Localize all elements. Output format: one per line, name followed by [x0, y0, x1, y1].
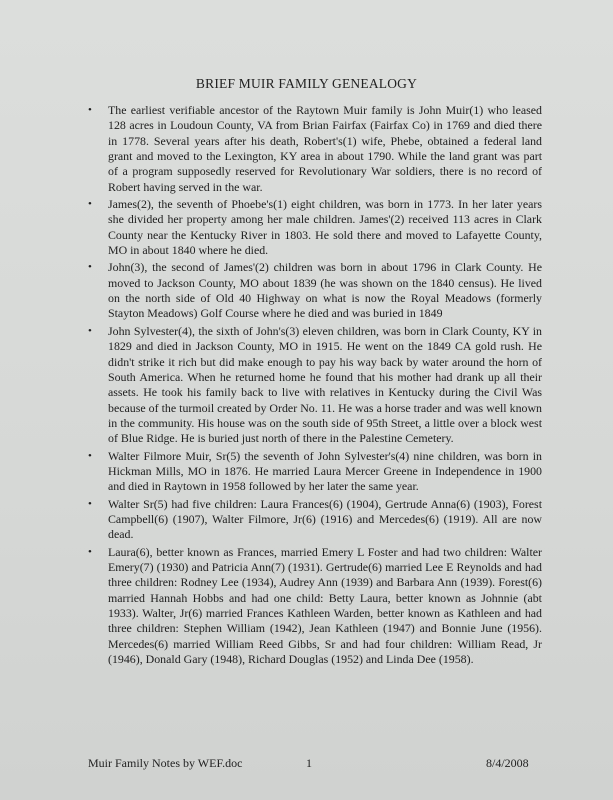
bullet-item	[86, 497, 542, 543]
bullet-marker: •	[88, 324, 92, 337]
bullet-text: Laura(6), better known as Frances, married Emery L Foster and had two children: Walter Emery(7) (1930) and Patricia Ann(7) (1931). Gertrude(6) married Lee E Reynolds and had three children: Rodney Lee (1934), Audrey Ann (1939) and Barbara Ann (1939). Forest(6) married Hannah Hobbs and had one child: Betty Laura, better known as Johnnie (abt 1933). Walter, Jr(6) married Frances Kathleen Warden, better known as Kathleen and had three children: Stephen William (1942), Jean Kathleen (1947) and Bonnie June (1956). Mercedes(6) married William Reed Gibbs, Sr and had four children: William Read, Jr (1946), Donald Gary (1948), Richard Douglas (1952) and Linda Dee (1958).	[108, 544, 542, 667]
bullet-item	[86, 260, 542, 321]
bullet-marker: •	[88, 261, 92, 274]
bullet-marker: •	[88, 449, 92, 462]
bullet-text: Walter Sr(5) had five children: Laura Frances(6) (1904), Gertrude Anna(6) (1903), Forest Campbell(6) (1907), Walter Filmore, Jr(6) (1916) and Mercedes(6) (1919). All are now dead.	[108, 496, 542, 542]
bullet-item	[86, 449, 542, 495]
footer-filename: Muir Family Notes by WEF.doc	[88, 756, 243, 770]
bullet-item	[86, 197, 542, 258]
bullet-item	[86, 103, 542, 195]
footer-page-number: 1	[306, 756, 312, 770]
bullet-marker: •	[88, 497, 92, 510]
bullet-item	[86, 545, 542, 668]
bullet-marker: •	[88, 104, 92, 116]
bullet-text: John(3), the second of James'(2) children was born in about 1796 in Clark County. He moved to Jackson County, MO about 1839 (he was shown on the 1840 census). He lived on the north side of Old 40 Highway on what is now the Royal Meadows (formerly Stayton Meadows) Golf Course where he died and was buried in 1849	[108, 260, 542, 321]
bullet-marker: •	[88, 198, 92, 211]
footer-date: 8/4/2008	[486, 756, 529, 770]
bullet-text: John Sylvester(4), the sixth of John's(3) eleven children, was born in Clark County, KY in 1829 and died in Jackson County, MO in 1915. He went on the 1849 CA gold rush. He didn't strike it rich but did make enough to pay his way back by water around the horn of South America. When he returned home he found that his mother had drank up all their assets. He took his family back to live with relatives in Kentucky during the Civil Was because of the turmoil created by Order No. 11. He was a horse trader and was well known in the community. His house was on the south side of 95th Street, a little over a block west of Blue Ridge. He is buried just north of there in the Palestine Cemetery.	[108, 323, 542, 446]
bullet-item	[86, 324, 542, 447]
bullet-text: James(2), the seventh of Phoebe's(1) eight children, was born in 1773. In her later years she divided her property among her male children. James'(2) received 113 acres in Clark County near the Kentucky River in 1803. He sold there and moved to Lafayette County, MO in about 1840 where he died.	[108, 197, 542, 258]
bullet-marker: •	[88, 545, 92, 558]
bullet-text: The earliest verifiable ancestor of the Raytown Muir family is John Muir(1) who leased 128 acres in Loudoun County, VA from Brian Fairfax (Fairfax Co) in 1769 and died there in 1778. Several years after his death, Robert's(1) wife, Phebe, obtained a federal land grant and moved to the Lexington, KY area in about 1790. While the land grant was part of a program supposedly reserved for Revolutionary War soldiers, there is no record of Robert having served in the war.	[108, 103, 542, 194]
genealogy-bullet-list	[86, 103, 542, 669]
document-title: BRIEF MUIR FAMILY GENEALOGY	[195, 76, 418, 91]
bullet-text: Walter Filmore Muir, Sr(5) the seventh of John Sylvester's(4) nine children, was born in Hickman Mills, MO in 1876. He married Laura Mercer Greene in Independence in 1900 and died in Raytown in 1958 followed by her later the same year.	[108, 448, 542, 494]
